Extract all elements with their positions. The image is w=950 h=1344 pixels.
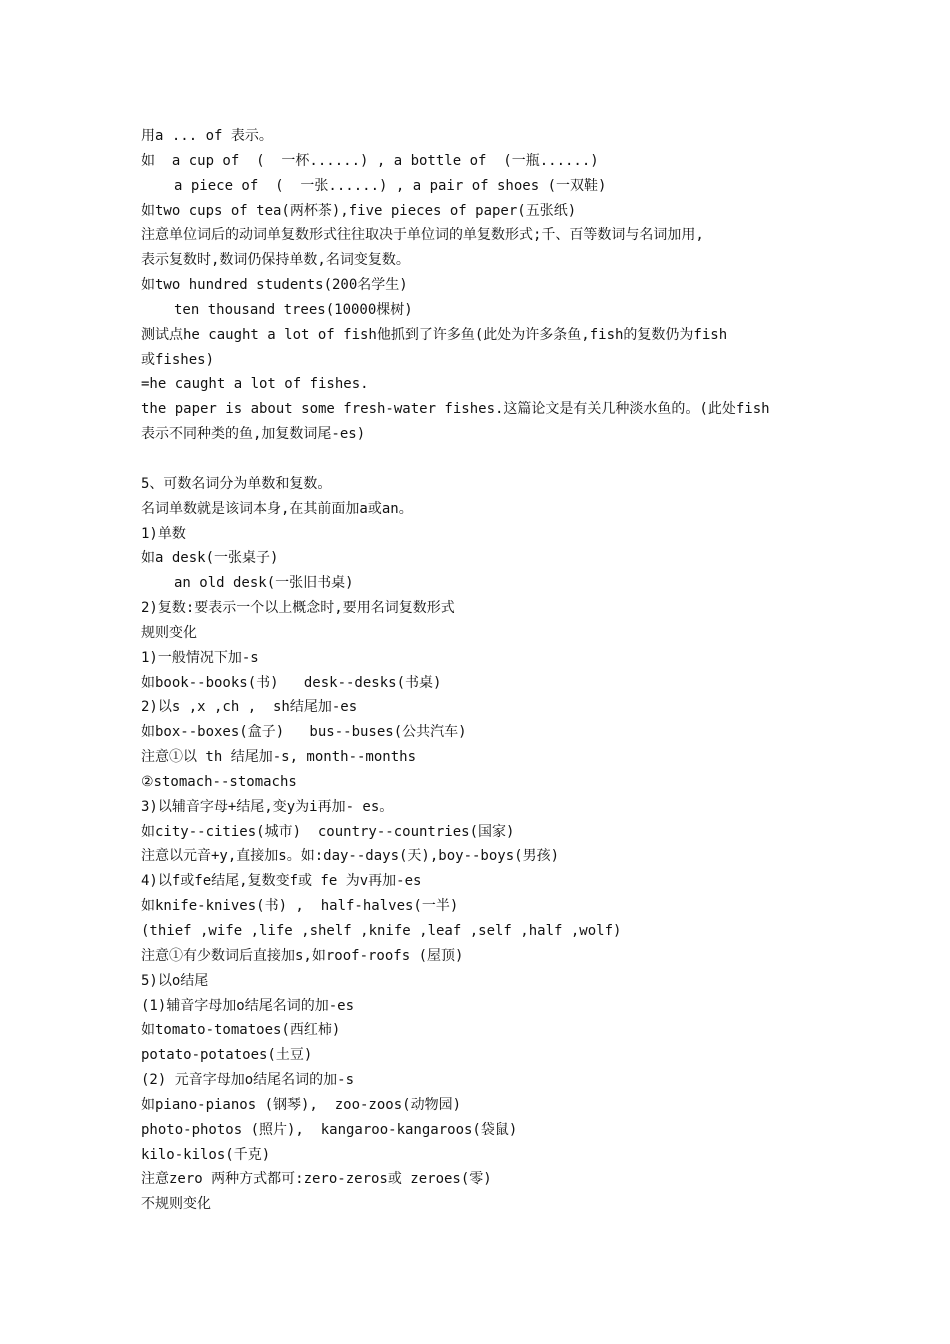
text-line: 如knife-knives(书) , half-halves(一半) [141,898,459,915]
text-line: 如piano-pianos (钢琴), zoo-zoos(动物园) [141,1096,462,1113]
text-line: (1)辅音字母加o结尾名词的加-es [141,997,355,1014]
text-line: =he caught a lot of fishes. [141,376,369,393]
text-line: 用a ... of 表示。 [141,128,273,144]
text-line: the paper is about some fresh-water fishes.这篇论文是有关几种淡水鱼的。(此处fish [141,401,770,418]
text-line: 2)以s ,x ,ch , sh结尾加-es [141,699,358,716]
text-line: kilo-kilos(千克) [141,1146,271,1163]
text-line: 不规则变化 [141,1196,211,1213]
text-line: 如two hundred students(200名学生) [141,277,408,294]
text-line: 注意单位词后的动词单复数形式往往取决于单位词的单复数形式;千、百等数词与名词加用, [141,227,704,244]
text-line: 3)以辅音字母+结尾,变y为i再加- es。 [141,798,394,815]
document-body [141,124,831,1217]
section-heading: 5、可数名词分为单数和复数。 [141,475,332,492]
text-line: 如 a cup of ( 一杯......) , a bottle of (一瓶......) [141,152,599,169]
text-line: 如a desk(一张桌子) [141,550,279,567]
text-line: 如two cups of tea(两杯茶),five pieces of paper(五张纸) [141,202,577,219]
text-line: 注意zero 两种方式都可:zero-zeros或 zeroes(零) [141,1171,492,1188]
text-line: 或fishes) [141,351,215,368]
text-line: 如book--books(书) desk--desks(书桌) [141,674,442,691]
text-line: potato-potatoes(土豆) [141,1047,313,1064]
blank-line [141,447,831,472]
text-line: (2) 元音字母加o结尾名词的加-s [141,1072,355,1089]
text-line: 测试点he caught a lot of fish他抓到了许多鱼(此处为许多条鱼,fish的复数仍为fish [141,326,728,343]
text-line: 5)以o结尾 [141,972,209,989]
text-line: 表示不同种类的鱼,加复数词尾-es) [141,426,366,443]
text-line: 注意①有少数词后直接加s,如roof-roofs (屋顶) [141,947,464,964]
text-line: ②stomach--stomachs [141,773,297,790]
text-line: 规则变化 [141,624,197,641]
text-line: 4)以f或fe结尾,复数变f或 fe 为v再加-es [141,873,422,890]
text-line: 注意以元音+y,直接加s。如:day--days(天),boy--boys(男孩) [141,848,560,865]
text-line: 如box--boxes(盒子) bus--buses(公共汽车) [141,724,467,741]
text-line: ten thousand trees(10000棵树) [174,301,413,318]
text-line: photo-photos (照片), kangaroo-kangaroos(袋鼠) [141,1121,518,1138]
text-line: 1)单数 [141,525,186,542]
text-line: 1)一般情况下加-s [141,649,259,666]
text-line: 2)复数:要表示一个以上概念时,要用名词复数形式 [141,600,455,617]
text-line: 如tomato-tomatoes(西红柿) [141,1022,341,1039]
text-line: (thief ,wife ,life ,shelf ,knife ,leaf ,self ,half ,wolf) [141,923,622,939]
text-line: an old desk(一张旧书桌) [174,575,354,592]
text-line: 注意①以 th 结尾加-s, month--months [141,749,417,766]
text-line: 表示复数时,数词仍保持单数,名词变复数。 [141,252,410,269]
text-line: 名词单数就是该词本身,在其前面加a或an。 [141,500,413,517]
text-line: 如city--cities(城市) country--countries(国家) [141,823,515,840]
text-line: a piece of ( 一张......) , a pair of shoes (一双鞋) [174,177,607,194]
